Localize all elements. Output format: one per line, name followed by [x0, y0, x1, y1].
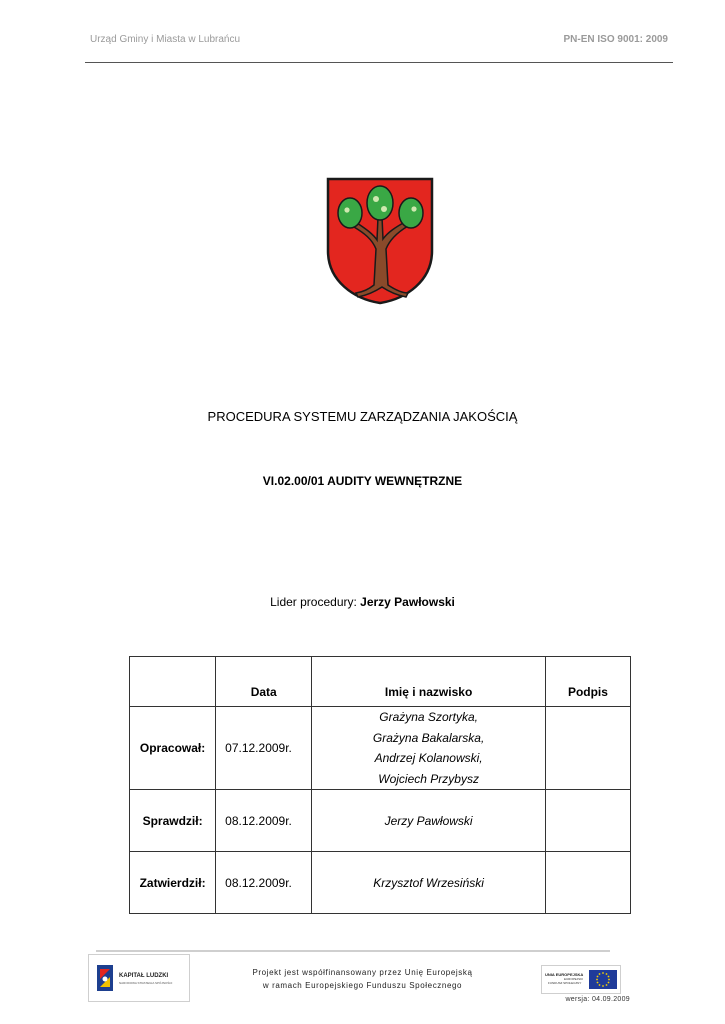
- signature-cell: [545, 852, 630, 914]
- table-row: [130, 852, 631, 914]
- date-cell: 08.12.2009r.: [216, 790, 312, 852]
- table-row: [130, 707, 631, 790]
- person-name: Wojciech Przybysz: [378, 771, 479, 786]
- role-cell: Sprawdził:: [130, 790, 216, 852]
- table-header-date: Data: [216, 657, 312, 707]
- role-cell: Zatwierdził:: [130, 852, 216, 914]
- names-cell: Jerzy Pawłowski: [312, 790, 546, 852]
- eu-social-fund-logo: [541, 965, 621, 994]
- footer-divider: [96, 950, 610, 952]
- eu-flag-icon: [589, 970, 617, 989]
- signature-cell: [545, 790, 630, 852]
- eu-logo-line2: EUROPEJSKI: [564, 977, 584, 981]
- eu-logo-line3: FUNDUSZ SPOŁECZNY: [548, 981, 582, 985]
- table-header-name: Imię i nazwisko: [312, 657, 546, 707]
- date-cell: 07.12.2009r.: [216, 707, 312, 790]
- procedure-system-title: PROCEDURA SYSTEMU ZARZĄDZANIA JAKOŚCIĄ: [207, 409, 518, 424]
- approval-table: [129, 656, 631, 914]
- coat-of-arms-logo: [326, 177, 434, 305]
- procedure-leader-name: Jerzy Pawłowski: [360, 595, 455, 609]
- eu-logo-line1: UNIA EUROPEJSKA: [545, 972, 584, 977]
- header-office-name: Urząd Gminy i Miasta w Lubrańcu: [90, 34, 241, 45]
- date-cell: 08.12.2009r.: [216, 852, 312, 914]
- person-name: Grażyna Szortyka,: [379, 710, 478, 724]
- kapital-ludzki-title: KAPITAŁ LUDZKI: [119, 973, 169, 979]
- person-name: Andrzej Kolanowski,: [374, 751, 483, 765]
- table-header-row: [130, 657, 631, 707]
- signature-cell: [545, 707, 630, 790]
- header-divider: [85, 62, 673, 63]
- table-header-role: [130, 657, 216, 707]
- names-cell: [312, 707, 546, 790]
- procedure-leader: [0, 595, 725, 609]
- role-cell: Opracował:: [130, 707, 216, 790]
- procedure-leader-label: Lider procedury:: [270, 595, 361, 609]
- procedure-code-title: VI.02.00/01 AUDITY WEWNĘTRZNE: [262, 474, 463, 488]
- kapital-ludzki-subtitle: NARODOWA STRATEGIA SPÓJNOŚCI: [119, 981, 173, 985]
- person-name: Grażyna Bakalarska,: [372, 730, 485, 745]
- table-row: [130, 790, 631, 852]
- document-version: wersja: 04.09.2009: [565, 996, 630, 1003]
- header-iso-standard: PN-EN ISO 9001: 2009: [563, 34, 668, 45]
- names-cell: Krzysztof Wrzesiński: [312, 852, 546, 914]
- project-funding-line2: w ramach Europejskiego Funduszu Społecznego: [262, 981, 463, 990]
- table-header-signature: Podpis: [545, 657, 630, 707]
- project-funding-line1: Projekt jest współfinansowany przez Unię Europejską: [252, 968, 473, 977]
